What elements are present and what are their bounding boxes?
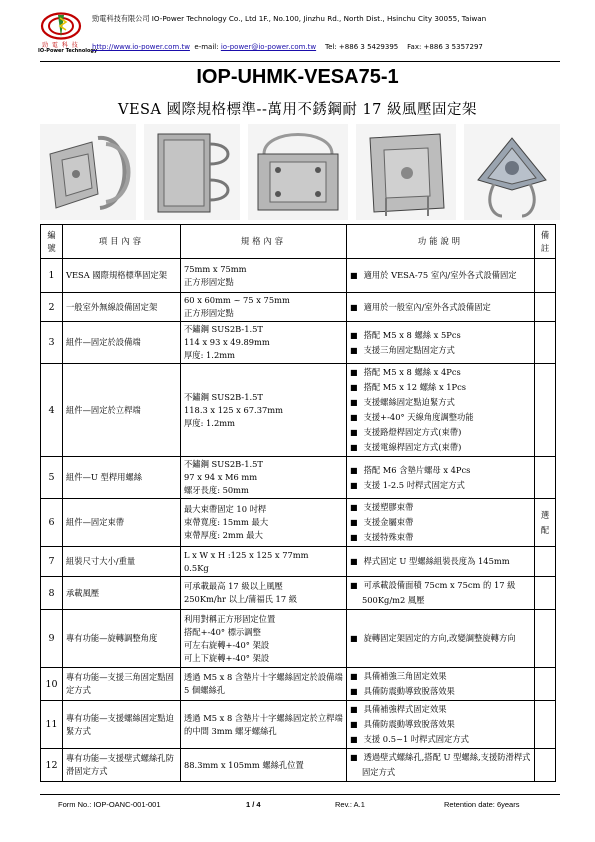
row-function	[347, 457, 535, 499]
table-row	[41, 259, 556, 293]
contact-line	[92, 43, 483, 51]
row-spec	[181, 749, 347, 782]
function-item: ■ 支援螺絲固定點迫緊方式	[350, 395, 531, 410]
spec-line: 正方形固定點	[184, 308, 234, 318]
spec-line: 可承載最高 17 級以上風壓	[184, 581, 283, 591]
row-number: 2	[41, 293, 63, 322]
row-note	[535, 322, 556, 364]
table-row	[41, 701, 556, 749]
row-note	[535, 547, 556, 577]
row-spec	[181, 259, 347, 293]
row-number: 5	[41, 457, 63, 499]
row-spec	[181, 457, 347, 499]
row-spec	[181, 577, 347, 610]
row-number: 3	[41, 322, 63, 364]
function-item: ■ 支援金屬束帶	[350, 515, 531, 530]
row-function	[347, 259, 535, 293]
row-note: 選配	[535, 499, 556, 547]
footer-form-no: Form No.: IOP-OANC-001-001	[58, 800, 161, 809]
row-number: 1	[41, 259, 63, 293]
spec-line: 不鏽鋼 SUS2B-1.5T	[184, 459, 263, 469]
row-spec	[181, 322, 347, 364]
spec-line: 60 x 60mm ~ 75 x 75mm	[184, 295, 290, 305]
table-row	[41, 749, 556, 782]
row-item: 組件—固定於設備端	[63, 322, 181, 364]
function-item: ■ 支援三角固定點固定方式	[350, 343, 531, 358]
product-subtitle: VESA 國際規格標準--萬用不銹鋼耐 17 級風壓固定架	[117, 102, 478, 118]
row-item: 組件—固定於立桿端	[63, 364, 181, 457]
function-item: ■ 桿式固定 U 型螺絲組裝長度為 145mm	[350, 554, 531, 569]
function-item: ■ 具備補強桿式固定效果	[350, 702, 531, 717]
function-item: ■ 支援特殊束帶	[350, 530, 531, 545]
spec-line: 束帶厚度: 2mm 最大	[184, 530, 263, 540]
header-divider	[40, 61, 560, 62]
company-logo	[38, 12, 98, 56]
row-item: 承載風壓	[63, 577, 181, 610]
row-spec	[181, 499, 347, 547]
row-number: 4	[41, 364, 63, 457]
row-note	[535, 577, 556, 610]
header-item: 項目內容	[63, 225, 181, 259]
footer-page: 1 / 4	[246, 800, 261, 809]
function-item: ■ 具備補強三角固定效果	[350, 669, 531, 684]
function-item: ■ 具備防震動導致脫落效果	[350, 717, 531, 732]
spec-line: 可上下旋轉+-40° 架設	[184, 652, 270, 663]
product-photo-4	[356, 124, 456, 220]
row-number: 6	[41, 499, 63, 547]
row-function	[347, 577, 535, 610]
row-item: 組裝尺寸大小/重量	[63, 547, 181, 577]
table-row	[41, 457, 556, 499]
row-note	[535, 701, 556, 749]
company-line: 勁電科技有限公司 IO-Power Technology Co., Ltd 1F., No.100, Jinzhu Rd., North Dist., Hsinchu City 30055, Taiwan	[92, 14, 487, 23]
tel-text: Tel: +886 3 5429395	[325, 43, 399, 51]
table-row	[41, 499, 556, 547]
row-item: VESA 國際規格標準固定架	[63, 259, 181, 293]
spec-line: 88.3mm x 105mm 螺絲孔位置	[184, 759, 304, 770]
function-item: ■ 支援路燈桿固定方式(束帶)	[350, 425, 531, 440]
row-spec	[181, 364, 347, 457]
product-photo-5	[464, 124, 560, 220]
row-function	[347, 701, 535, 749]
spec-table-body	[41, 259, 556, 782]
logo-text-cn: 勁 電 科 技	[42, 42, 79, 49]
row-spec	[181, 701, 347, 749]
row-spec	[181, 547, 347, 577]
row-function	[347, 547, 535, 577]
row-note	[535, 259, 556, 293]
function-item: ■ 可承載設備面積 75cm x 75cm 的 17 級 500Kg/m2 風壓	[350, 578, 531, 608]
footer-divider	[40, 794, 560, 795]
row-note	[535, 610, 556, 668]
spec-line: 透過 M5 x 8 含墊片十字螺絲固定於立桿端的中間 3mm 螺牙螺絲孔	[184, 712, 343, 736]
spec-line: L x W x H :125 x 125 x 77mm	[184, 549, 309, 560]
spec-line: 118.3 x 125 x 67.37mm	[184, 404, 283, 415]
spec-line: 搭配+-40° 標示調整	[184, 626, 261, 637]
row-spec	[181, 610, 347, 668]
row-function	[347, 322, 535, 364]
product-title: IOP-UHMK-VESA75-1	[196, 66, 399, 88]
spec-line: 厚度: 1.2mm	[184, 417, 235, 428]
function-item: ■ 支援塑膠束帶	[350, 500, 531, 515]
row-item: 專有功能—支援螺絲固定點迫緊方式	[63, 701, 181, 749]
spec-line: 250Km/hr 以上/蒲福氏 17 級	[184, 594, 298, 604]
spec-line: 75mm x 75mm	[184, 263, 247, 274]
footer-rev: Rev.: A.1	[335, 800, 365, 809]
header-num: 編號	[41, 225, 63, 259]
row-item: 專有功能—支援三角固定點固定方式	[63, 668, 181, 701]
row-note	[535, 457, 556, 499]
row-note	[535, 364, 556, 457]
row-function	[347, 610, 535, 668]
spec-line: 最大束帶固定 10 吋桿	[184, 504, 267, 514]
row-function	[347, 499, 535, 547]
function-item: ■ 透過壁式螺絲孔,搭配 U 型螺絲,支援防滑桿式固定方式	[350, 750, 531, 780]
product-photo-3	[248, 124, 348, 220]
spec-line: 97 x 94 x M6 mm	[184, 472, 258, 482]
row-function	[347, 364, 535, 457]
table-row	[41, 610, 556, 668]
email-label: e-mail:	[194, 43, 219, 51]
spec-line: 不鏽鋼 SUS2B-1.5T	[184, 391, 263, 402]
row-spec	[181, 293, 347, 322]
function-item: ■ 支援 0.5~1 吋桿式固定方式	[350, 732, 531, 747]
row-function	[347, 668, 535, 701]
spec-line: 正方形固定點	[184, 276, 234, 287]
email-link[interactable]: io-power@io-power.com.tw	[220, 43, 317, 51]
row-number: 12	[41, 749, 63, 782]
function-item: ■ 搭配 M5 x 8 螺絲 x 5Pcs	[350, 328, 531, 343]
spec-line: 0.5Kg	[184, 562, 209, 573]
row-function	[347, 293, 535, 322]
logo-text-en: IO-Power Technology	[38, 48, 98, 54]
function-item: ■ 適用於一般室內/室外各式設備固定	[350, 300, 531, 315]
table-row	[41, 293, 556, 322]
function-item: ■ 支援+-40° 天線角度調整功能	[350, 410, 531, 425]
row-note	[535, 668, 556, 701]
row-item: 專有功能—支援壁式螺絲孔防滑固定方式	[63, 749, 181, 782]
table-row	[41, 322, 556, 364]
row-note	[535, 293, 556, 322]
row-item: 組件—U 型桿用螺絲	[63, 457, 181, 499]
header-func: 功能說明	[347, 225, 535, 259]
function-item: ■ 支援 1-2.5 吋桿式固定方式	[350, 478, 531, 493]
function-item: ■ 搭配 M5 x 8 螺絲 x 4Pcs	[350, 365, 531, 380]
product-photo-2	[144, 124, 240, 220]
spec-line: 可左右旋轉+-40° 架設	[184, 639, 270, 650]
letterhead	[40, 12, 560, 62]
row-item: 組件—固定束帶	[63, 499, 181, 547]
table-row	[41, 577, 556, 610]
fax-text: Fax: +886 3 5357297	[407, 43, 483, 51]
spec-line: 不鏽鋼 SUS2B-1.5T	[184, 324, 263, 334]
row-item: 專有功能—旋轉調整角度	[63, 610, 181, 668]
product-photos	[40, 124, 560, 220]
spec-line: 利用對稱正方形固定位置	[184, 613, 276, 624]
table-header-row	[41, 225, 556, 259]
spec-line: 螺牙長度: 50mm	[184, 485, 249, 495]
table-row	[41, 547, 556, 577]
function-item: ■ 具備防震動導致脫落效果	[350, 684, 531, 699]
table-row	[41, 364, 556, 457]
row-number: 11	[41, 701, 63, 749]
spec-line: 透過 M5 x 8 含墊片十字螺絲固定於設備端 5 個螺絲孔	[184, 672, 343, 695]
row-number: 10	[41, 668, 63, 701]
website-link[interactable]: http://www.io-power.com.tw	[92, 43, 190, 51]
function-item: ■ 搭配 M6 含墊片螺母 x 4Pcs	[350, 463, 531, 478]
row-item: 一般室外無線設備固定架	[63, 293, 181, 322]
function-item: ■ 旋轉固定架固定的方向,改變調整旋轉方向	[350, 631, 531, 646]
spec-table	[40, 224, 556, 782]
function-item: ■ 搭配 M5 x 12 螺絲 x 1Pcs	[350, 380, 531, 395]
row-number: 8	[41, 577, 63, 610]
function-item: ■ 適用於 VESA-75 室內/室外各式設備固定	[350, 268, 531, 283]
footer-retention: Retention date: 6years	[444, 800, 520, 809]
spec-line: 束帶寬度: 15mm 最大	[184, 517, 269, 527]
row-function	[347, 749, 535, 782]
row-note	[535, 749, 556, 782]
table-row	[41, 668, 556, 701]
product-photo-1	[40, 124, 136, 220]
spec-line: 厚度: 1.2mm	[184, 350, 235, 360]
row-number: 9	[41, 610, 63, 668]
function-item: ■ 支援電線桿固定方式(束帶)	[350, 440, 531, 455]
row-spec	[181, 668, 347, 701]
header-spec: 規格內容	[181, 225, 347, 259]
row-number: 7	[41, 547, 63, 577]
header-note: 備註	[535, 225, 556, 259]
spec-line: 114 x 93 x 49.89mm	[184, 337, 270, 347]
